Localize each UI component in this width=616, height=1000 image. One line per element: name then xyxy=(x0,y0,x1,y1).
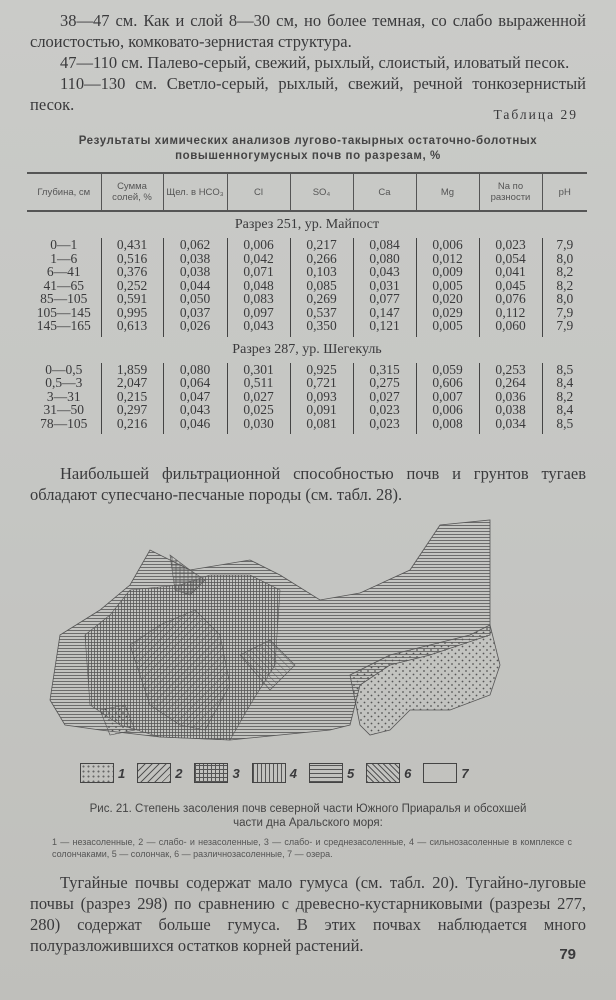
table-cell: 1,859 xyxy=(101,363,163,377)
table-row xyxy=(27,265,587,279)
table-cell: 0,006 xyxy=(227,238,290,252)
table-cell: 0,121 xyxy=(353,319,416,333)
table-cell: 0,376 xyxy=(101,265,163,279)
table-cell: 0,264 xyxy=(479,376,542,390)
table-cell: 0,591 xyxy=(101,292,163,306)
table-cell: 0,007 xyxy=(416,390,479,404)
col-na: Na по разности xyxy=(479,173,542,211)
diagonal-hatch-swatch-icon xyxy=(137,763,171,783)
figure-caption-line2: части дна Аральского моря: xyxy=(233,817,383,829)
table-row xyxy=(27,390,587,404)
table-cell: 0,023 xyxy=(353,417,416,431)
col-ca: Ca xyxy=(353,173,416,211)
table-cell: 0,038 xyxy=(479,403,542,417)
table-cell: 8,0 xyxy=(542,292,587,306)
table-cell: 0,080 xyxy=(163,363,227,377)
table-cell: 8,2 xyxy=(542,265,587,279)
col-ph: pH xyxy=(542,173,587,211)
legend-label: 6 xyxy=(404,765,412,781)
paragraph-filtration: Наибольшей фильтрационной способностью почв и грунтов тугаев обладают супесчано-песчаные породы (см. табл. 28). xyxy=(30,464,586,504)
table-cell: 0,085 xyxy=(290,279,353,293)
table-cell: 31—50 xyxy=(43,402,84,417)
table-cell: 0,995 xyxy=(101,306,163,320)
table-cell: 0,054 xyxy=(479,252,542,266)
table-cell: 0,030 xyxy=(227,417,290,431)
empty-swatch-icon xyxy=(423,763,457,783)
table-cell: 0,036 xyxy=(479,390,542,404)
figure-caption xyxy=(30,802,586,830)
legend-label: 5 xyxy=(346,765,355,781)
page-number: 79 xyxy=(559,946,576,963)
table-cell: 41—65 xyxy=(43,277,84,293)
map-legend xyxy=(80,761,540,785)
legend-item-4 xyxy=(252,763,297,783)
table-cell: 0,269 xyxy=(290,292,353,306)
table-cell: 8,0 xyxy=(542,252,587,266)
legend-label: 7 xyxy=(461,765,469,781)
vertical-hatch-swatch-icon xyxy=(252,763,286,783)
legend-item-3 xyxy=(194,763,239,783)
table-cell: 78—105 xyxy=(40,415,88,431)
table-cell: 0,025 xyxy=(227,403,290,417)
col-salt-sum: Сумма солей, % xyxy=(101,173,163,211)
table-cell: 0,431 xyxy=(101,238,163,252)
table-cell: 0—0,5 xyxy=(45,361,83,377)
table-cell: 0,925 xyxy=(290,363,353,377)
table-cell: 0,083 xyxy=(227,292,290,306)
table-cell: 0,045 xyxy=(479,279,542,293)
table-cell: 0,266 xyxy=(290,252,353,266)
table-cell: 0,350 xyxy=(290,319,353,333)
figure-caption-line1: Рис. 21. Степень засоления почв северной части Южного Приаралья и обсохшей xyxy=(89,803,527,815)
table-cell: 2,047 xyxy=(101,376,163,390)
table-cell: 0,038 xyxy=(163,252,227,266)
spacer-cell xyxy=(101,430,163,434)
table-cell: 0,043 xyxy=(227,319,290,333)
horizontal-hatch-swatch-icon xyxy=(309,763,343,783)
table-cell: 7,9 xyxy=(542,319,587,333)
table-row xyxy=(27,319,587,333)
table-cell: 8,4 xyxy=(542,403,587,417)
col-depth: Глубина, см xyxy=(27,173,101,211)
table-cell: 0,076 xyxy=(479,292,542,306)
legend-label: 4 xyxy=(289,765,297,781)
table-row xyxy=(27,306,587,320)
table-row xyxy=(27,403,587,417)
table-cell: 0,077 xyxy=(353,292,416,306)
table-cell: 7,9 xyxy=(542,306,587,320)
table-cell: 0,721 xyxy=(290,376,353,390)
table-cell: 0,215 xyxy=(101,390,163,404)
back-diagonal-hatch-swatch-icon xyxy=(366,763,400,783)
paragraph-tugai-soils: Тугайные почвы содержат мало гумуса (см. табл. 20). Тугайно-луговые почвы (разрез 298) по сравнению с древесно-кустарниковыми (разрезы 277, 280) содержат больше гумуса. В этих почвах наблюдается много полуразложившихся остатков корней растений. xyxy=(30,873,586,955)
col-cl: Cl xyxy=(227,173,290,211)
table-row xyxy=(27,417,587,431)
table-row xyxy=(27,252,587,266)
table-header-row xyxy=(27,173,587,211)
paragraph-layer-47-110: 47—110 см. Палево-серый, свежий, рыхлый, слоистый, иловатый песок. xyxy=(60,53,570,72)
table-cell: 0,613 xyxy=(101,319,163,333)
table-cell: 0,012 xyxy=(416,252,479,266)
table-title-line2: повышенногумусных почв по разрезам, % xyxy=(175,150,441,162)
table-cell: 0,062 xyxy=(163,238,227,252)
table-cell: 0,081 xyxy=(290,417,353,431)
legend-item-2 xyxy=(137,763,182,783)
chemical-analysis-table xyxy=(27,172,587,434)
table-cell: 0,009 xyxy=(416,265,479,279)
spacer-cell xyxy=(416,430,479,434)
table-cell: 0,050 xyxy=(163,292,227,306)
table-cell: 0,005 xyxy=(416,279,479,293)
legend-label: 2 xyxy=(175,765,183,781)
table-cell: 0,023 xyxy=(353,403,416,417)
legend-item-1 xyxy=(80,763,125,783)
table-cell: 0,253 xyxy=(479,363,542,377)
table-cell: 0,315 xyxy=(353,363,416,377)
table-cell: 0—1 xyxy=(50,237,78,252)
salinity-map-figure xyxy=(30,515,590,755)
table-cell: 0,537 xyxy=(290,306,353,320)
table-row xyxy=(27,279,587,293)
table-number: Таблица 29 xyxy=(493,107,578,122)
legend-label: 1 xyxy=(118,765,126,781)
section-title-row xyxy=(27,211,587,238)
section-title-row xyxy=(27,337,587,363)
grid-swatch-icon xyxy=(194,763,228,783)
table-title-line1: Результаты химических анализов лугово-такырных остаточно-болотных xyxy=(78,135,538,147)
section-title: Разрез 287, ур. Шегекуль xyxy=(232,341,382,357)
figure-legend-note: 1 — незасоленные, 2 — слабо- и незасоленные, 3 — слабо- и среднезасоленные, 4 — сильнозасоленные в комплексе с солончаками, 5 — солончак, 6 — различнозасоленные, 7 — озера. xyxy=(52,837,572,859)
paragraph-layer-38-47: 38—47 см. Как и слой 8—30 см, но более темная, со слабо выраженной слоистостью, комковато-зернистая структура. xyxy=(30,11,586,51)
paragraph-layer-110-130: 110—130 см. Светло-серый, рыхлый, свежий, речной тонкозернистый песок. xyxy=(30,74,586,114)
table-row xyxy=(27,376,587,390)
table-body xyxy=(27,211,587,434)
spacer-cell xyxy=(27,430,101,434)
table-cell: 0,511 xyxy=(227,376,290,390)
table-cell: 0,020 xyxy=(416,292,479,306)
table-cell: 6—41 xyxy=(46,264,81,279)
legend-item-5 xyxy=(309,763,354,783)
table-cell: 0,147 xyxy=(353,306,416,320)
spacer-cell xyxy=(479,430,542,434)
table-cell: 145—165 xyxy=(36,318,91,333)
table-cell: 0,008 xyxy=(416,417,479,431)
table-cell: 0,043 xyxy=(163,403,227,417)
table-cell: 0,037 xyxy=(163,306,227,320)
legend-label: 3 xyxy=(232,765,240,781)
table-cell: 0,046 xyxy=(163,417,227,431)
table-cell: 0,005 xyxy=(416,319,479,333)
table-cell: 0,026 xyxy=(163,319,227,333)
col-hco3: Щел. в HCO₃ xyxy=(163,173,227,211)
table-cell: 0,027 xyxy=(353,390,416,404)
legend-item-7 xyxy=(423,763,468,783)
table-cell: 1—6 xyxy=(50,250,78,266)
table-cell: 0,071 xyxy=(227,265,290,279)
table-cell: 0,216 xyxy=(101,417,163,431)
table-cell: 0,041 xyxy=(479,265,542,279)
table-row xyxy=(27,292,587,306)
table-cell: 0,217 xyxy=(290,238,353,252)
dotted-swatch-icon xyxy=(80,763,114,783)
table-cell: 0,042 xyxy=(227,252,290,266)
table-cell: 0,097 xyxy=(227,306,290,320)
table-cell: 0,093 xyxy=(290,390,353,404)
table-cell: 0,301 xyxy=(227,363,290,377)
table-cell: 0,064 xyxy=(163,376,227,390)
spacer-cell xyxy=(353,430,416,434)
table-cell: 0,023 xyxy=(479,238,542,252)
table-row xyxy=(27,238,587,252)
table-cell: 0,034 xyxy=(479,417,542,431)
col-mg: Mg xyxy=(416,173,479,211)
table-cell: 0,103 xyxy=(290,265,353,279)
legend-item-6 xyxy=(366,763,411,783)
table-cell: 0,044 xyxy=(163,279,227,293)
table-cell: 0,048 xyxy=(227,279,290,293)
table-cell: 0,112 xyxy=(479,306,542,320)
table-cell: 8,2 xyxy=(542,390,587,404)
section-title: Разрез 251, ур. Майпост xyxy=(234,217,380,233)
spacer-cell xyxy=(542,430,587,434)
table-cell: 8,4 xyxy=(542,376,587,390)
table-cell: 0,029 xyxy=(416,306,479,320)
table-cell: 0,031 xyxy=(353,279,416,293)
table-cell: 0,252 xyxy=(101,279,163,293)
table-cell: 0,5—3 xyxy=(45,375,83,390)
spacer-cell xyxy=(163,430,227,434)
table-row xyxy=(27,363,587,377)
table-cell: 0,080 xyxy=(353,252,416,266)
table-cell: 0,516 xyxy=(101,252,163,266)
table-cell: 0,275 xyxy=(353,376,416,390)
table-cell: 0,084 xyxy=(353,238,416,252)
table-cell: 0,043 xyxy=(353,265,416,279)
table-cell: 0,297 xyxy=(101,403,163,417)
table-cell: 8,2 xyxy=(542,279,587,293)
table-title xyxy=(20,134,596,164)
table-cell: 105—145 xyxy=(36,304,91,320)
table-cell: 0,091 xyxy=(290,403,353,417)
spacer-cell xyxy=(290,430,353,434)
table-cell: 0,047 xyxy=(163,390,227,404)
table-cell: 3—31 xyxy=(46,388,81,404)
table-cell: 8,5 xyxy=(542,417,587,431)
table-cell: 0,006 xyxy=(416,238,479,252)
table-cell: 0,060 xyxy=(479,319,542,333)
col-so4: SO₄ xyxy=(290,173,353,211)
table-cell: 0,006 xyxy=(416,403,479,417)
table-cell: 7,9 xyxy=(542,238,587,252)
table-cell: 0,059 xyxy=(416,363,479,377)
spacer-cell xyxy=(227,430,290,434)
table-cell: 0,038 xyxy=(163,265,227,279)
table-cell: 8,5 xyxy=(542,363,587,377)
row-spacer xyxy=(27,430,587,434)
table-cell: 85—105 xyxy=(40,291,88,306)
table-cell: 0,027 xyxy=(227,390,290,404)
table-cell: 0,606 xyxy=(416,376,479,390)
